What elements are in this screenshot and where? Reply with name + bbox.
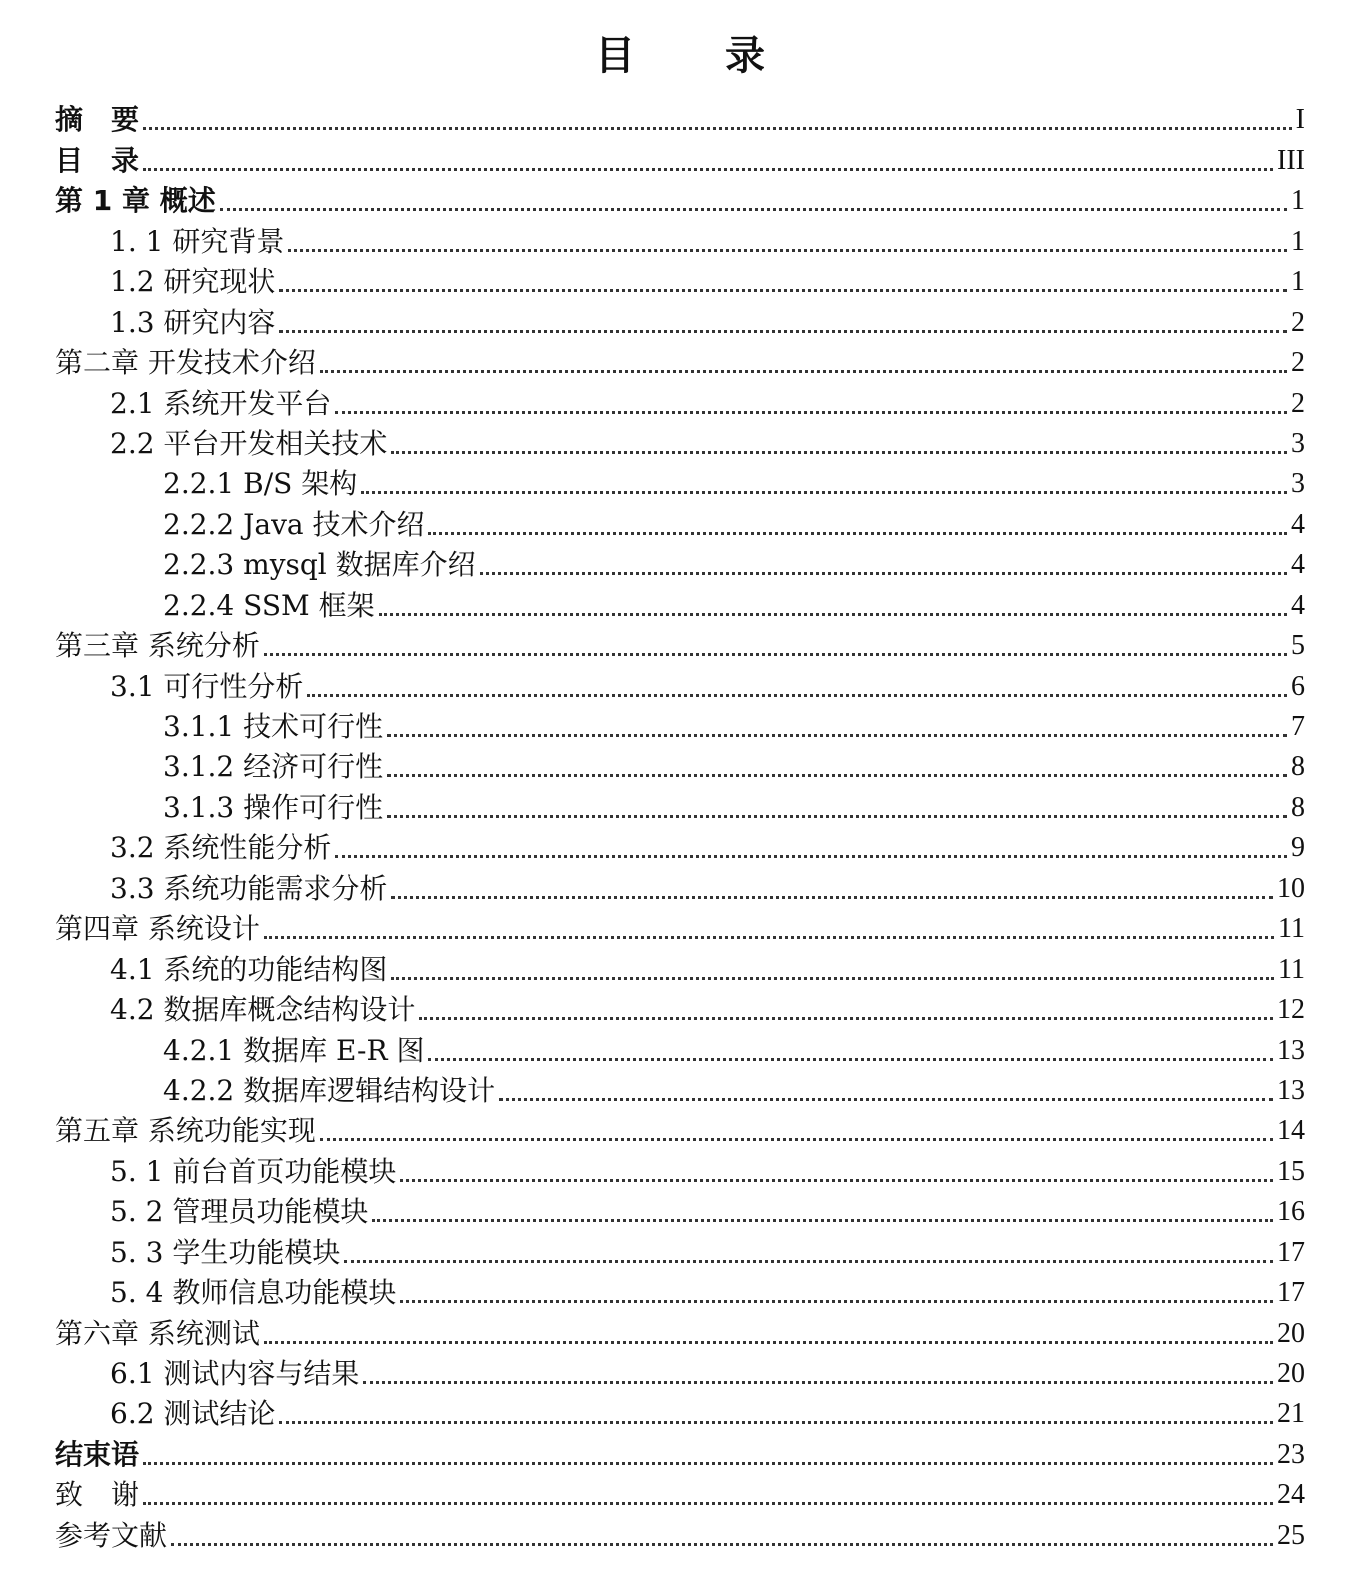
toc-dot-leader — [143, 127, 1292, 130]
toc-dot-leader — [264, 653, 1287, 656]
toc-entry[interactable] — [55, 501, 1305, 541]
toc-entry[interactable] — [55, 1391, 1305, 1431]
toc-entry-label: 1.2 研究现状 — [110, 265, 276, 299]
toc-entry-label: 5. 2 管理员功能模块 — [110, 1195, 369, 1229]
toc-entry-label: 第五章 系统功能实现 — [55, 1114, 316, 1148]
toc-dot-leader — [428, 1058, 1273, 1061]
toc-entry-page-number: 6 — [1291, 670, 1305, 702]
toc-dot-leader — [279, 1421, 1273, 1424]
toc-entry-label: 3.1.1 技术可行性 — [163, 710, 384, 743]
toc-entry[interactable] — [55, 1431, 1305, 1471]
toc-entry-page-number: 17 — [1277, 1277, 1305, 1309]
page-title: 目 录 — [595, 33, 803, 79]
toc-entry[interactable] — [55, 663, 1305, 703]
toc-entry-label: 3.1 可行性分析 — [110, 669, 304, 703]
toc-dot-leader — [387, 774, 1287, 777]
toc-entry-page-number: 4 — [1291, 549, 1305, 581]
toc-entry-label: 6.1 测试内容与结果 — [110, 1357, 360, 1390]
toc-entry-page-number: 5 — [1291, 630, 1305, 662]
toc-entry-label: 1.3 研究内容 — [110, 305, 276, 339]
toc-entry-label: 参考文献 — [55, 1518, 168, 1552]
toc-entry-label: 第六章 系统测试 — [55, 1316, 260, 1350]
toc-entry[interactable] — [55, 784, 1305, 824]
toc-dot-leader — [279, 330, 1287, 333]
toc-entry-label: 2.2.4 SSM 框架 — [163, 588, 375, 622]
toc-entry-label: 3.1.3 操作可行性 — [163, 790, 384, 824]
toc-entry-page-number: 13 — [1277, 1074, 1305, 1106]
toc-dot-leader — [335, 411, 1287, 414]
toc-dot-leader — [143, 168, 1273, 171]
toc-entry[interactable] — [55, 865, 1305, 905]
toc-dot-leader — [363, 1381, 1273, 1384]
toc-entry-page-number: 10 — [1277, 872, 1305, 904]
toc-entry-label: 4.2.2 数据库逻辑结构设计 — [163, 1073, 496, 1107]
toc-entry-page-number: 1 — [1291, 185, 1305, 217]
toc-entry-page-number: 17 — [1277, 1236, 1305, 1268]
toc-dot-leader — [391, 451, 1287, 454]
toc-entry-page-number: 11 — [1278, 913, 1305, 945]
toc-entry-page-number: 4 — [1291, 589, 1305, 621]
toc-dot-leader — [264, 936, 1274, 939]
toc-dot-leader — [400, 1179, 1273, 1182]
toc-entry[interactable] — [55, 421, 1305, 461]
toc-entry-page-number: 11 — [1278, 953, 1305, 985]
toc-dot-leader — [400, 1300, 1273, 1303]
toc-dot-leader — [391, 896, 1273, 899]
toc-entry[interactable] — [55, 178, 1305, 218]
toc-entry-label: 4.2 数据库概念结构设计 — [110, 993, 416, 1027]
toc-entry-label: 目 录 — [55, 143, 140, 177]
toc-dot-leader — [361, 491, 1287, 494]
table-of-contents — [55, 97, 1305, 1553]
toc-dot-leader — [264, 1341, 1273, 1344]
toc-entry[interactable] — [55, 542, 1305, 582]
toc-entry-page-number: 20 — [1277, 1317, 1305, 1349]
toc-dot-leader — [419, 1017, 1273, 1020]
toc-dot-leader — [428, 532, 1287, 535]
toc-entry[interactable] — [55, 906, 1305, 946]
toc-entry-label: 2.2.2 Java 技术介绍 — [163, 507, 425, 541]
toc-entry[interactable] — [55, 218, 1305, 258]
toc-entry-label: 4.1 系统的功能结构图 — [110, 952, 388, 986]
toc-entry-label: 5. 3 学生功能模块 — [110, 1235, 341, 1269]
toc-dot-leader — [220, 208, 1287, 211]
toc-entry[interactable] — [55, 1148, 1305, 1188]
toc-entry[interactable] — [55, 461, 1305, 501]
toc-entry[interactable] — [55, 1189, 1305, 1229]
toc-entry-label: 1. 1 研究背景 — [110, 224, 285, 258]
toc-entry[interactable] — [55, 582, 1305, 622]
toc-entry[interactable] — [55, 97, 1305, 137]
toc-entry[interactable] — [55, 340, 1305, 380]
toc-entry-page-number: 8 — [1291, 791, 1305, 823]
toc-entry[interactable] — [55, 1027, 1305, 1067]
toc-entry-page-number: 2 — [1291, 306, 1305, 338]
toc-entry-label: 2.2.1 B/S 架构 — [163, 467, 358, 501]
toc-entry[interactable] — [55, 380, 1305, 420]
toc-dot-leader — [320, 1138, 1273, 1141]
toc-entry-page-number: 9 — [1291, 832, 1305, 864]
toc-entry-label: 2.2.3 mysql 数据库介绍 — [163, 548, 476, 582]
toc-dot-leader — [387, 734, 1287, 737]
toc-dot-leader — [387, 815, 1287, 818]
toc-entry-label: 4.2.1 数据库 E-R 图 — [163, 1033, 425, 1067]
toc-entry-label: 第三章 系统分析 — [55, 629, 260, 663]
toc-entry[interactable] — [55, 1068, 1305, 1108]
toc-entry[interactable] — [55, 1229, 1305, 1269]
toc-dot-leader — [391, 977, 1274, 980]
toc-entry-page-number: 3 — [1291, 468, 1305, 500]
toc-entry-page-number: 21 — [1277, 1398, 1305, 1430]
toc-entry-page-number: 20 — [1277, 1358, 1305, 1389]
toc-entry-label: 第四章 系统设计 — [55, 912, 260, 946]
toc-entry-label: 结束语 — [55, 1437, 140, 1471]
toc-entry-page-number: 15 — [1277, 1155, 1305, 1187]
toc-entry[interactable] — [55, 137, 1305, 177]
toc-entry[interactable] — [55, 946, 1305, 986]
toc-dot-leader — [372, 1219, 1273, 1222]
toc-entry[interactable] — [55, 1512, 1305, 1552]
toc-entry-label: 致 谢 — [55, 1478, 140, 1512]
toc-entry[interactable] — [55, 1108, 1305, 1148]
toc-entry-page-number: 25 — [1277, 1519, 1305, 1551]
toc-entry-label: 第 1 章 概述 — [55, 184, 216, 218]
toc-dot-leader — [320, 370, 1287, 373]
toc-entry-page-number: 14 — [1277, 1115, 1305, 1147]
toc-entry-label: 第二章 开发技术介绍 — [55, 346, 316, 380]
toc-entry[interactable] — [55, 1310, 1305, 1350]
toc-entry-label: 3.2 系统性能分析 — [110, 831, 332, 865]
toc-entry-label: 5. 1 前台首页功能模块 — [110, 1154, 397, 1188]
toc-entry-page-number: 8 — [1291, 751, 1305, 783]
toc-entry-page-number: 13 — [1277, 1034, 1305, 1066]
toc-entry-page-number: 4 — [1291, 508, 1305, 540]
toc-dot-leader — [143, 1462, 1273, 1465]
toc-entry-page-number: 1 — [1291, 266, 1305, 298]
toc-dot-leader — [480, 572, 1287, 575]
toc-dot-leader — [379, 613, 1287, 616]
toc-entry[interactable] — [55, 623, 1305, 663]
toc-entry[interactable] — [55, 259, 1305, 299]
toc-entry[interactable] — [55, 299, 1305, 339]
toc-entry[interactable] — [55, 987, 1305, 1027]
toc-dot-leader — [288, 249, 1287, 252]
toc-entry-label: 6.2 测试结论 — [110, 1397, 276, 1431]
toc-entry-page-number: 1 — [1291, 225, 1305, 257]
toc-entry-label: 3.3 系统功能需求分析 — [110, 871, 388, 905]
toc-entry-page-number: 7 — [1291, 711, 1305, 742]
toc-entry[interactable] — [55, 825, 1305, 865]
toc-entry[interactable] — [55, 704, 1305, 744]
toc-dot-leader — [143, 1502, 1273, 1505]
toc-entry[interactable] — [55, 1472, 1305, 1512]
toc-entry-label: 3.1.2 经济可行性 — [163, 750, 384, 784]
toc-entry-label: 摘 要 — [55, 103, 140, 137]
toc-entry[interactable] — [55, 1270, 1305, 1310]
toc-entry-page-number: I — [1295, 104, 1305, 136]
toc-entry-label: 5. 4 教师信息功能模块 — [110, 1276, 397, 1310]
toc-dot-leader — [344, 1260, 1273, 1263]
toc-dot-leader — [307, 694, 1287, 697]
toc-entry[interactable] — [55, 744, 1305, 784]
toc-entry-page-number: 23 — [1277, 1438, 1305, 1470]
toc-entry-page-number: 12 — [1277, 994, 1305, 1026]
toc-entry-page-number: III — [1277, 144, 1305, 176]
toc-entry-page-number: 2 — [1291, 387, 1305, 419]
toc-dot-leader — [499, 1098, 1273, 1101]
toc-entry-page-number: 2 — [1291, 347, 1305, 379]
toc-entry-page-number: 16 — [1277, 1196, 1305, 1228]
toc-dot-leader — [171, 1543, 1273, 1546]
toc-entry-page-number: 24 — [1277, 1479, 1305, 1511]
toc-entry-label: 2.2 平台开发相关技术 — [110, 426, 388, 460]
toc-entry-page-number: 3 — [1291, 427, 1305, 459]
toc-dot-leader — [335, 855, 1287, 858]
toc-dot-leader — [279, 289, 1287, 292]
toc-entry-label: 2.1 系统开发平台 — [110, 386, 332, 420]
toc-entry[interactable] — [55, 1351, 1305, 1391]
